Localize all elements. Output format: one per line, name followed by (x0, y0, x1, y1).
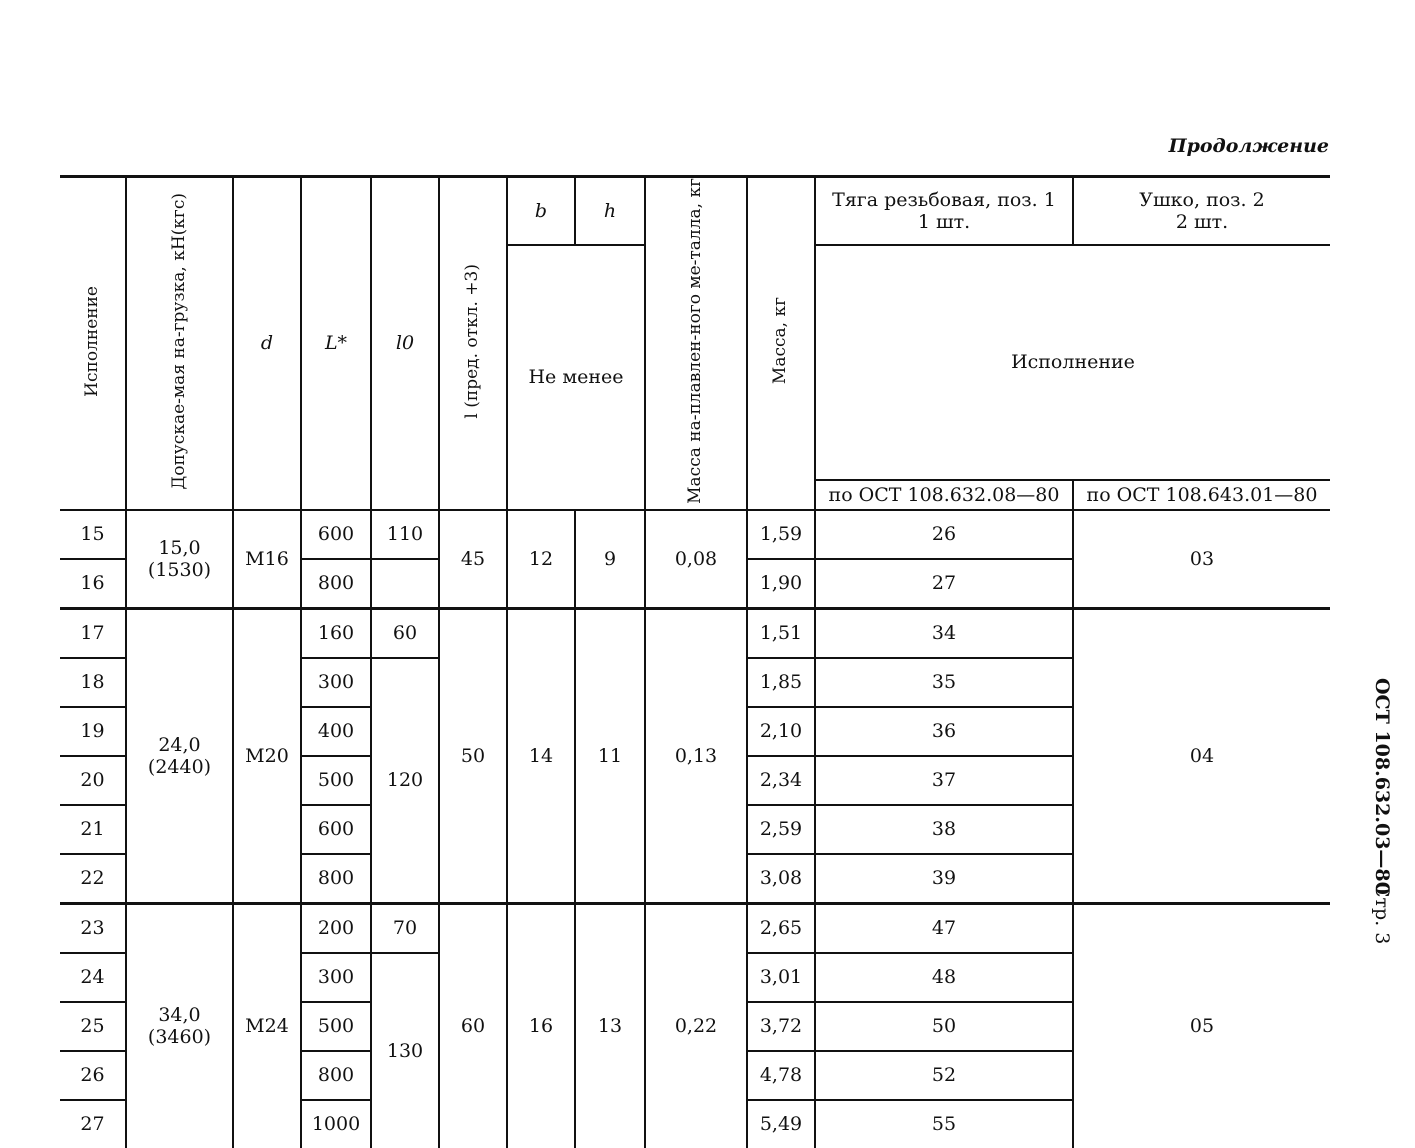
L-cell: 400 (301, 707, 371, 756)
mass-cell: 2,65 (747, 903, 815, 953)
row-number: 19 (60, 707, 126, 756)
L-cell: 300 (301, 658, 371, 707)
rod-cell: 55 (815, 1100, 1073, 1148)
header-ispolnenie: Исполнение (60, 177, 126, 510)
mass-cell: 5,49 (747, 1100, 815, 1148)
row-number: 23 (60, 903, 126, 953)
L-cell: 1000 (301, 1100, 371, 1148)
L-cell: 200 (301, 903, 371, 953)
mass-cell: 3,08 (747, 854, 815, 904)
row-number: 25 (60, 1002, 126, 1051)
rod-cell: 35 (815, 658, 1073, 707)
eye-cell: 04 (1073, 608, 1330, 903)
row-number: 21 (60, 805, 126, 854)
weld-mass-cell: 0,22 (645, 903, 747, 1148)
header-mass-weld: Масса на-плавлен-ного ме-талла, кг (645, 177, 747, 510)
rod-cell: 52 (815, 1051, 1073, 1100)
row-number: 18 (60, 658, 126, 707)
l0-cell: 110 (371, 510, 439, 559)
load-cell: 15,0 (1530) (126, 510, 233, 609)
rod-cell: 36 (815, 707, 1073, 756)
header-mass: Масса, кг (747, 177, 815, 510)
row-number: 15 (60, 510, 126, 559)
header-not-less: Не менее (507, 245, 645, 510)
rod-cell: 37 (815, 756, 1073, 805)
rod-cell: 48 (815, 953, 1073, 1002)
l-cell: 50 (439, 608, 507, 903)
weld-mass-cell: 0,08 (645, 510, 747, 609)
header-b: b (507, 177, 575, 245)
row-number: 20 (60, 756, 126, 805)
d-cell: M24 (233, 903, 301, 1148)
rod-cell: 27 (815, 559, 1073, 609)
header-d: d (233, 177, 301, 510)
l0-cell: 70 (371, 903, 439, 953)
header-rod-std: по ОСТ 108.632.08—80 (815, 480, 1073, 510)
table-row (60, 903, 1330, 953)
mass-cell: 3,72 (747, 1002, 815, 1051)
L-cell: 600 (301, 510, 371, 559)
header-h: h (575, 177, 645, 245)
L-cell: 800 (301, 854, 371, 904)
b-cell: 12 (507, 510, 575, 609)
header-load: Допускае-мая на-грузка, кН(кгс) (126, 177, 233, 510)
b-cell: 14 (507, 608, 575, 903)
eye-cell: 03 (1073, 510, 1330, 609)
mass-cell: 2,34 (747, 756, 815, 805)
L-cell: 500 (301, 1002, 371, 1051)
h-cell: 11 (575, 608, 645, 903)
l0-cell: 60 (371, 608, 439, 658)
header-rod: Тяга резьбовая, поз. 1 1 шт. (815, 177, 1073, 245)
table-row (60, 510, 1330, 559)
L-cell: 800 (301, 559, 371, 609)
rod-cell: 47 (815, 903, 1073, 953)
d-cell: M20 (233, 608, 301, 903)
row-number: 27 (80, 1113, 105, 1136)
header-ispolnenie2: Исполнение (815, 245, 1330, 480)
l-cell: 45 (439, 510, 507, 609)
L-cell: 160 (301, 608, 371, 658)
L-cell: 500 (301, 756, 371, 805)
header-L: L* (301, 177, 371, 510)
L-cell: 600 (301, 805, 371, 854)
mass-cell: 2,10 (747, 707, 815, 756)
eye-cell: 05 (1073, 903, 1330, 1148)
b-cell: 16 (507, 903, 575, 1148)
load-cell: 34,0 (3460) (126, 903, 233, 1148)
rod-cell: 50 (815, 1002, 1073, 1051)
row-number: 22 (80, 867, 105, 890)
l0-cell (371, 559, 439, 609)
header-l0: l0 (371, 177, 439, 510)
mass-cell: 1,90 (747, 559, 815, 609)
mass-cell: 1,85 (747, 658, 815, 707)
L-cell: 800 (301, 1051, 371, 1100)
rod-cell: 26 (815, 510, 1073, 559)
d-cell: M16 (233, 510, 301, 609)
header-eye: Ушко, поз. 2 2 шт. (1073, 177, 1330, 245)
mass-cell: 1,51 (747, 608, 815, 658)
l0-cell: 120 (371, 658, 439, 904)
h-cell: 13 (575, 903, 645, 1148)
spec-table (60, 175, 1330, 1148)
rod-cell: 34 (815, 608, 1073, 658)
l0-cell: 130 (371, 953, 439, 1148)
side-label-block (1365, 678, 1405, 968)
h-cell: 9 (575, 510, 645, 609)
l-cell: 60 (439, 903, 507, 1148)
row-number: 26 (60, 1051, 126, 1100)
mass-cell: 4,78 (747, 1051, 815, 1100)
header-l: l (пред. откл. +3) (439, 177, 507, 510)
table-body (60, 510, 1330, 1148)
mass-cell: 2,59 (747, 805, 815, 854)
header-eye-std: по ОСТ 108.643.01—80 (1073, 480, 1330, 510)
row-number: 17 (60, 608, 126, 658)
page-number: Стр. 3 (1371, 883, 1393, 945)
rod-cell: 39 (815, 854, 1073, 904)
mass-cell: 3,01 (747, 953, 815, 1002)
row-number: 24 (60, 953, 126, 1002)
table-row (60, 608, 1330, 658)
load-cell: 24,0 (2440) (126, 608, 233, 903)
continuation-label: Продолжение (1168, 135, 1329, 157)
row-number: 16 (80, 572, 105, 595)
document-code: ОСТ 108.632.03—80 (1371, 678, 1393, 895)
L-cell: 300 (301, 953, 371, 1002)
rod-cell: 38 (815, 805, 1073, 854)
mass-cell: 1,59 (747, 510, 815, 559)
weld-mass-cell: 0,13 (645, 608, 747, 903)
